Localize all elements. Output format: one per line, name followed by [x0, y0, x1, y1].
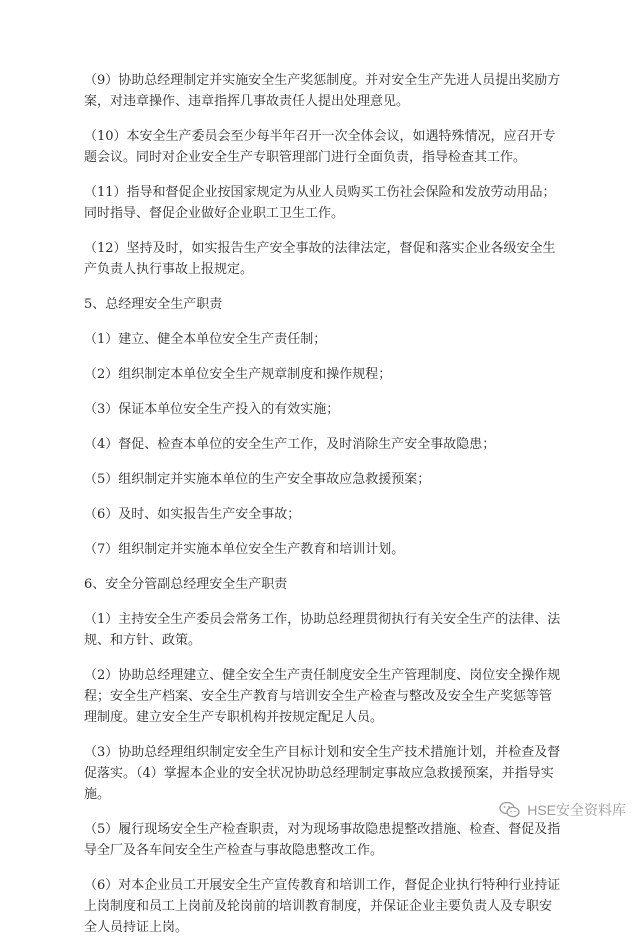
wechat-icon [499, 801, 521, 819]
section-heading-6: 6、安全分管副总经理安全生产职责 [84, 577, 288, 592]
list-item: （1）主持安全生产委员会常务工作，协助总经理贯彻执行有关安全生产的法律、法规、和方针、政策。 [84, 612, 561, 648]
section-heading-5: 5、总经理安全生产职责 [84, 297, 223, 312]
watermark [499, 800, 626, 820]
list-item: （5）履行现场安全生产检查职责，对为现场事故隐患提整改措施、检查、督促及指导全厂及各车间安全生产检查与事故隐患整改工作。 [84, 822, 561, 858]
paragraph-9: （9）协助总经理制定并实施安全生产奖惩制度。并对安全生产先进人员提出奖励方案，对违章操作、违章指挥几事故责任人提出处理意见。 [84, 73, 561, 109]
list-item: （4）督促、检查本单位的安全生产工作，及时消除生产安全事故隐患； [84, 437, 496, 452]
list-item: （3）保证本单位安全生产投入的有效实施； [84, 402, 340, 417]
document-body [84, 70, 564, 952]
paragraph-12: （12）坚持及时，如实报告生产安全事故的法律法定，督促和落实企业各级安全生产负责人执行事故上报规定。 [84, 241, 556, 277]
list-item: （2）组织制定本单位安全生产规章制度和操作规程； [84, 367, 392, 382]
list-item: （6）对本企业员工开展安全生产宣传教育和培训工作，督促企业执行特种行业持证上岗制度和员工上岗前及轮岗前的培训教育制度，并保证企业主要负责人及专职安全人员持证上岗。 [84, 878, 561, 935]
list-item: （6）及时、如实报告生产安全事故； [84, 507, 301, 522]
paragraph-10: （10）本安全生产委员会至少每半年召开一次全体会议，如遇特殊情况，应召开专题会议。同时对企业安全生产专职管理部门进行全面负责，指导检查其工作。 [84, 129, 556, 165]
list-item: （1）建立、健全本单位安全生产责任制； [84, 332, 327, 347]
list-item: （5）组织制定并实施本单位的生产安全事故应急救援预案； [84, 472, 431, 487]
list-item: （3）协助总经理组织制定安全生产目标计划和安全生产技术措施计划，并检查及督促落实。（4）掌握本企业的安全状况协助总经理制定事故应急救援预案，并指导实施。 [84, 745, 561, 802]
list-item: （2）协助总经理建立、健全安全生产责任制度安全生产管理制度、岗位安全操作规程；安全生产档案、安全生产教育与培训安全生产检查与整改及安全生产奖惩等管理制度。建立安全生产专职机构并按规定配足人员。 [84, 668, 561, 725]
watermark-text: HSE安全资料库 [527, 802, 626, 818]
paragraph-11: （11）指导和督促企业按国家规定为从业人员购买工伤社会保险和发放劳动用品；同时指导、督促企业做好企业职工卫生工作。 [84, 185, 556, 221]
list-item: （7）组织制定并实施本单位安全生产教育和培训计划。 [84, 542, 405, 557]
